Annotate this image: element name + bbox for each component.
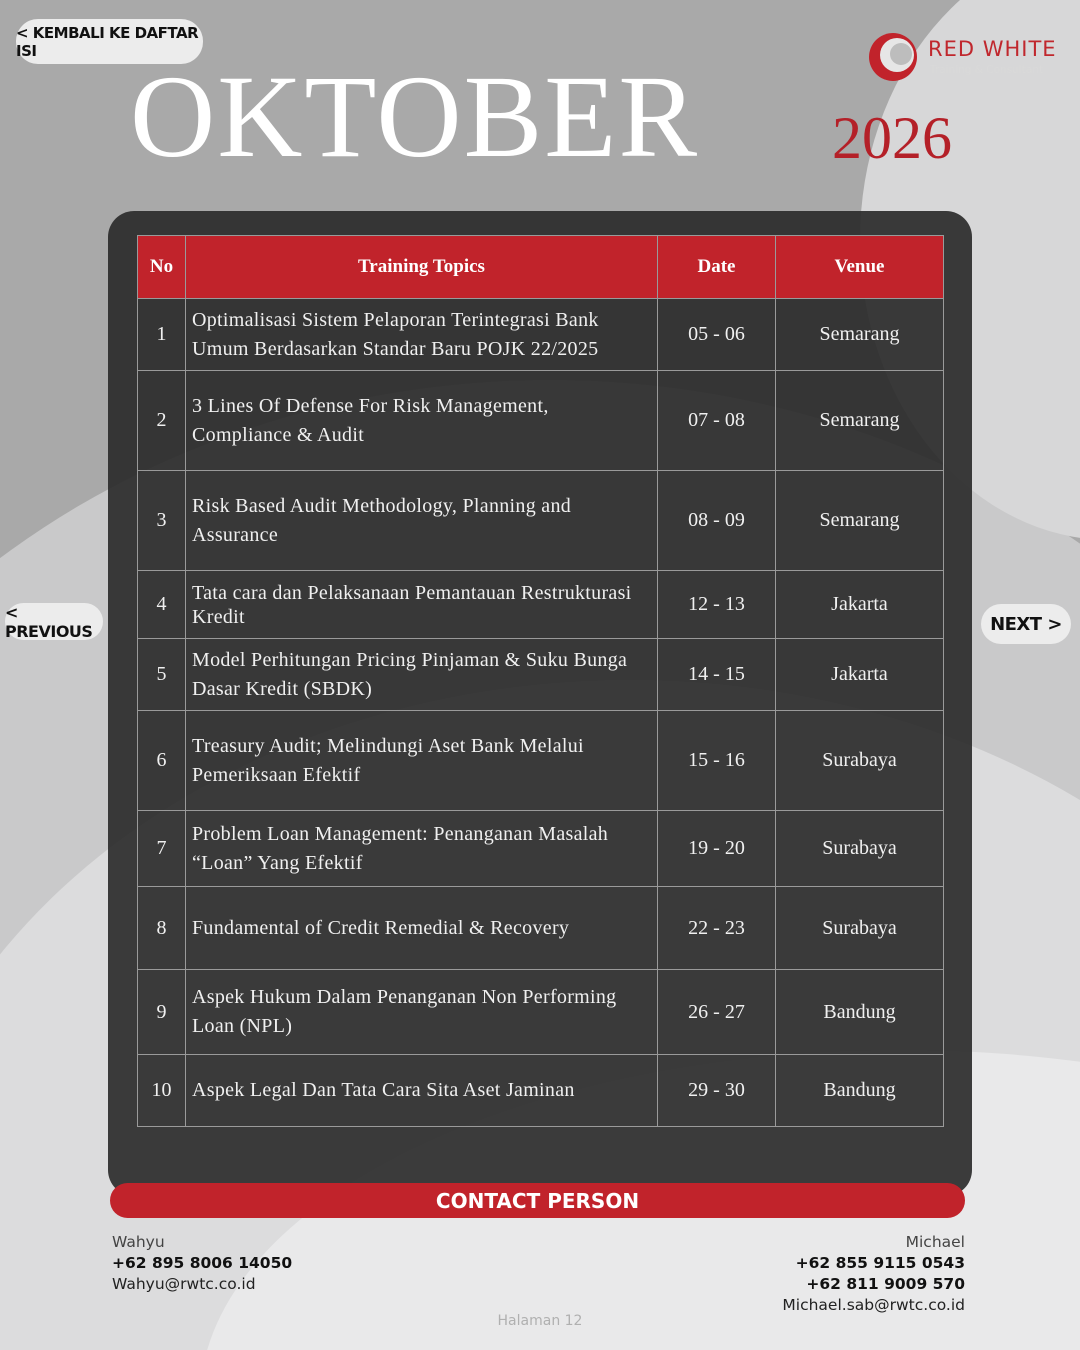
- year-title: 2026: [832, 105, 952, 171]
- row-no: 9: [138, 970, 186, 1055]
- table-row: [138, 299, 944, 371]
- row-date: 22 - 23: [658, 887, 776, 970]
- header-topic: Training Topics: [186, 236, 658, 299]
- logo-name: RED WHITE: [928, 37, 1057, 61]
- row-topic: Model Perhitungan Pricing Pinjaman & Suku Bunga Dasar Kredit (SBDK): [186, 639, 658, 711]
- row-venue: Bandung: [776, 970, 944, 1055]
- row-date: 19 - 20: [658, 811, 776, 887]
- row-venue: Surabaya: [776, 711, 944, 811]
- row-date: 29 - 30: [658, 1055, 776, 1127]
- row-topic: Optimalisasi Sistem Pelaporan Terintegrasi Bank Umum Berdasarkan Standar Baru POJK 22/2025: [186, 299, 658, 371]
- row-no: 7: [138, 811, 186, 887]
- row-topic: 3 Lines Of Defense For Risk Management, Compliance & Audit: [186, 371, 658, 471]
- row-no: 1: [138, 299, 186, 371]
- next-page-button[interactable]: NEXT >: [981, 604, 1071, 644]
- row-no: 6: [138, 711, 186, 811]
- contact-phone-secondary[interactable]: +62 811 9009 570: [806, 1275, 965, 1293]
- row-date: 07 - 08: [658, 371, 776, 471]
- row-date: 05 - 06: [658, 299, 776, 371]
- row-venue: Surabaya: [776, 811, 944, 887]
- contact-right: [782, 1232, 965, 1316]
- row-no: 5: [138, 639, 186, 711]
- contact-phone[interactable]: +62 855 9115 0543: [795, 1254, 965, 1272]
- contact-email[interactable]: Wahyu@rwtc.co.id: [112, 1275, 256, 1293]
- previous-page-button[interactable]: < PREVIOUS: [5, 603, 103, 640]
- row-topic: Fundamental of Credit Remedial & Recovery: [186, 887, 658, 970]
- table-row: [138, 1055, 944, 1127]
- row-venue: Semarang: [776, 299, 944, 371]
- header-date: Date: [658, 236, 776, 299]
- logo-tagline: Training & Consultant: [930, 64, 1044, 76]
- row-no: 4: [138, 571, 186, 639]
- contact-name: Michael: [905, 1233, 965, 1251]
- page-number: Halaman 12: [497, 1313, 583, 1329]
- row-date: 08 - 09: [658, 471, 776, 571]
- table-row: [138, 639, 944, 711]
- table-row: [138, 887, 944, 970]
- row-no: 2: [138, 371, 186, 471]
- row-topic: Treasury Audit; Melindungi Aset Bank Melalui Pemeriksaan Efektif: [186, 711, 658, 811]
- table-row: [138, 371, 944, 471]
- row-date: 15 - 16: [658, 711, 776, 811]
- contact-left: [112, 1232, 292, 1295]
- contact-email[interactable]: Michael.sab@rwtc.co.id: [782, 1296, 965, 1314]
- row-no: 8: [138, 887, 186, 970]
- table-row: [138, 571, 944, 639]
- row-topic: Aspek Legal Dan Tata Cara Sita Aset Jaminan: [186, 1055, 658, 1127]
- row-topic: Aspek Hukum Dalam Penanganan Non Performing Loan (NPL): [186, 970, 658, 1055]
- back-to-contents-button[interactable]: < KEMBALI KE DAFTAR ISI: [16, 19, 203, 64]
- header-no: No: [138, 236, 186, 299]
- row-venue: Semarang: [776, 371, 944, 471]
- logo-mark-icon: [868, 32, 918, 82]
- month-title: OKTOBER: [130, 51, 700, 182]
- training-schedule-table: [137, 235, 944, 1127]
- row-topic: Risk Based Audit Methodology, Planning and Assurance: [186, 471, 658, 571]
- row-venue: Semarang: [776, 471, 944, 571]
- contact-person-banner: CONTACT PERSON: [110, 1183, 965, 1218]
- row-topic: Tata cara dan Pelaksanaan Pemantauan Restrukturasi Kredit: [186, 571, 658, 639]
- company-logo: [868, 32, 1068, 82]
- table-row: [138, 970, 944, 1055]
- contact-phone[interactable]: +62 895 8006 14050: [112, 1254, 293, 1272]
- row-venue: Jakarta: [776, 639, 944, 711]
- table-row: [138, 471, 944, 571]
- table-row: [138, 711, 944, 811]
- row-venue: Bandung: [776, 1055, 944, 1127]
- row-venue: Jakarta: [776, 571, 944, 639]
- table-header-row: [138, 236, 944, 299]
- row-topic: Problem Loan Management: Penanganan Masalah “Loan” Yang Efektif: [186, 811, 658, 887]
- row-date: 12 - 13: [658, 571, 776, 639]
- row-no: 10: [138, 1055, 186, 1127]
- row-date: 26 - 27: [658, 970, 776, 1055]
- row-no: 3: [138, 471, 186, 571]
- row-venue: Surabaya: [776, 887, 944, 970]
- row-date: 14 - 15: [658, 639, 776, 711]
- header-venue: Venue: [776, 236, 944, 299]
- table-row: [138, 811, 944, 887]
- contact-name: Wahyu: [112, 1233, 165, 1251]
